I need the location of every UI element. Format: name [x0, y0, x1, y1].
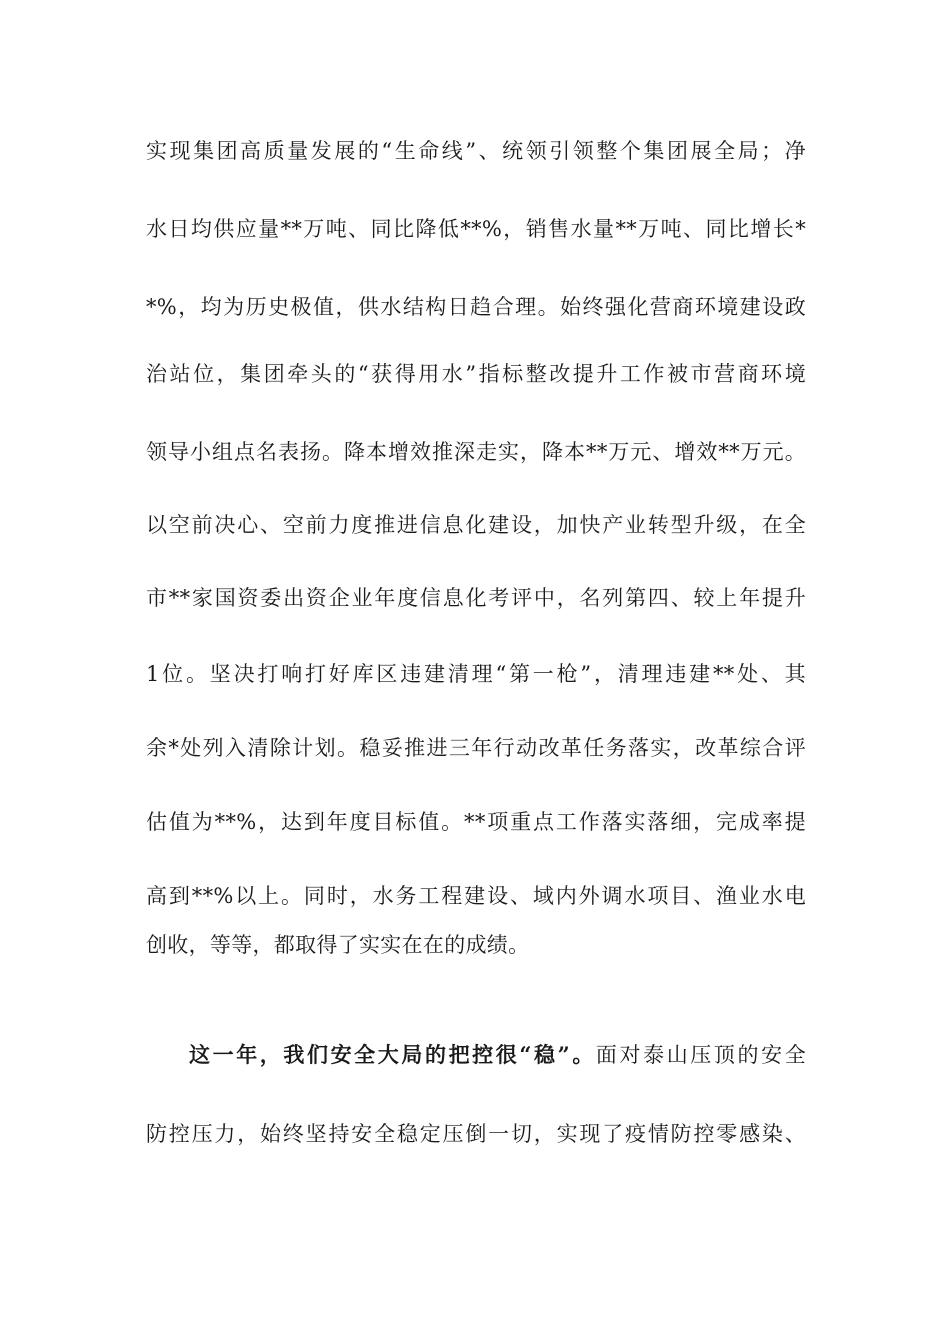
paragraph-line: 创收，等等，都取得了实实在在的成绩。	[146, 933, 530, 957]
paragraph-line: 1位。坚决打响打好库区违建清理“第一枪”，清理违建**处、其	[146, 662, 806, 686]
section-heading-line	[189, 1040, 806, 1070]
paragraph-line: *%，均为历史极值，供水结构日趋合理。始终强化营商环境建设政	[146, 295, 806, 319]
paragraph-line: 以空前决心、空前力度推进信息化建设，加快产业转型升级，在全	[146, 513, 806, 537]
paragraph-line: 市**家国资委出资企业年度信息化考评中，名列第四、较上年提升	[146, 586, 806, 610]
paragraph-line: 估值为**%，达到年度目标值。**项重点工作落实落细，完成率提	[146, 810, 806, 834]
section-heading-rest: 面对泰山压顶的安全	[595, 1043, 806, 1067]
paragraph-line: 实现集团高质量发展的“生命线”、统领引领整个集团展全局；净	[146, 139, 806, 163]
paragraph-line: 水日均供应量**万吨、同比降低**%，销售水量**万吨、同比增长*	[146, 217, 806, 241]
paragraph-line: 高到**%以上。同时，水务工程建设、域内外调水项目、渔业水电	[146, 884, 806, 908]
paragraph-line: 领导小组点名表扬。降本增效推深走实，降本**万元、增效**万元。	[146, 440, 806, 464]
paragraph-line: 防控压力，始终坚持安全稳定压倒一切，实现了疫情防控零感染、	[146, 1122, 806, 1146]
paragraph-line: 治站位，集团牵头的“获得用水”指标整改提升工作被市营商环境	[146, 362, 806, 386]
paragraph-line: 余*处列入清除计划。稳妥推进三年行动改革任务落实，改革综合评	[146, 736, 806, 760]
section-heading: 这一年，我们安全大局的把控很“稳”。	[189, 1042, 596, 1067]
